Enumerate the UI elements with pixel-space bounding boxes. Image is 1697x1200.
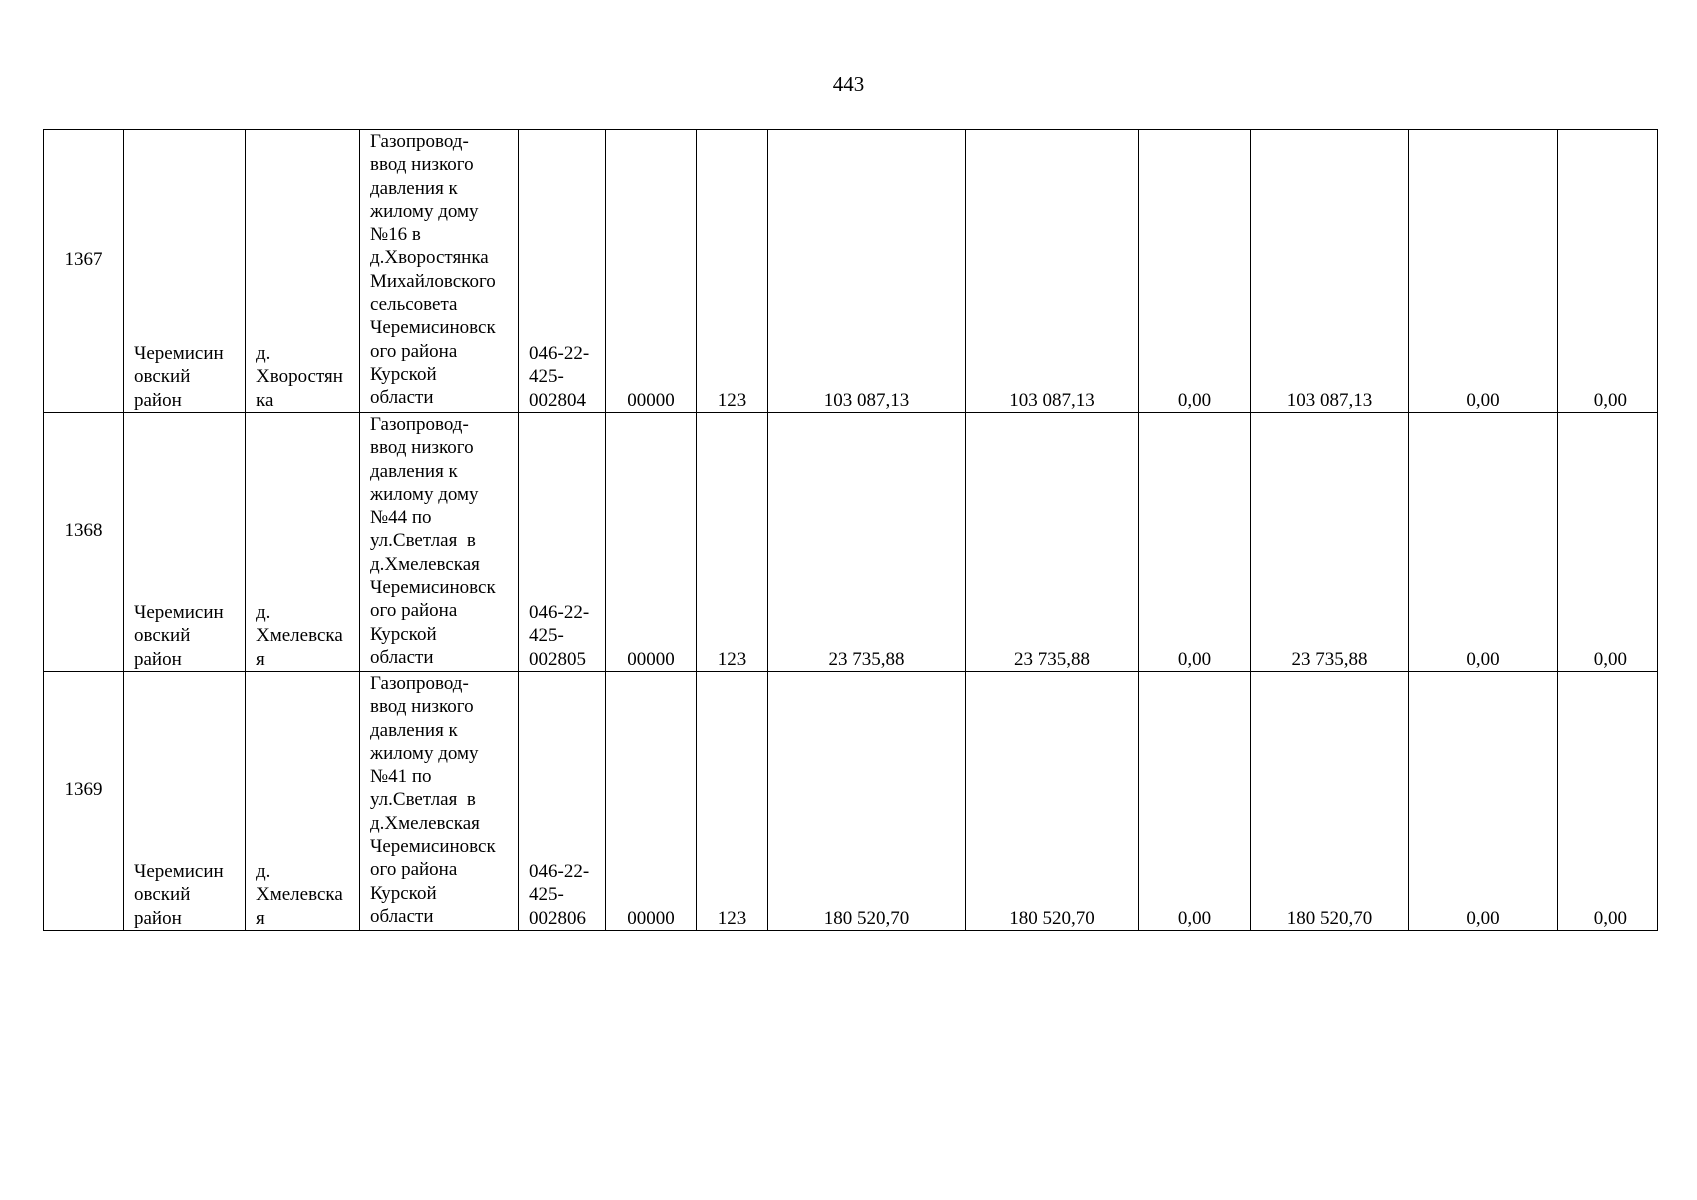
amount-cell-2: 23 735,88 [966,413,1139,672]
page-number: 443 [832,72,865,96]
classifier-cell: 123 [697,672,768,931]
locality-cell: д. Хворостян ка [246,130,360,413]
object-description-cell: Газопровод- ввод низкого давления к жилому дому №41 по ул.Светлая в д.Хмелевская Черемисиновск ого района Курской области [360,672,519,931]
row-number: 1367 [64,249,103,271]
row-number: 1369 [64,779,103,801]
amount-cell-6: 0,00 [1558,413,1658,672]
amount-cell-6: 0,00 [1558,130,1658,413]
amount-cell-1: 23 735,88 [768,413,966,672]
amount-cell-4: 23 735,88 [1251,413,1409,672]
amount-cell-4: 103 087,13 [1251,130,1409,413]
locality-cell: д. Хмелевска я [246,672,360,931]
district-cell: Черемисин овский район [124,130,246,413]
amount-cell-5: 0,00 [1409,672,1558,931]
property-register-table [43,129,1658,931]
amount-cell-3: 0,00 [1139,672,1251,931]
district-cell: Черемисин овский район [124,672,246,931]
table-row [44,672,1658,931]
row-number: 1368 [64,520,103,542]
registration-number-cell: 046-22- 425- 002804 [519,130,606,413]
locality-cell: д. Хмелевска я [246,413,360,672]
amount-cell-5: 0,00 [1409,130,1558,413]
amount-cell-1: 180 520,70 [768,672,966,931]
code-cell: 00000 [606,672,697,931]
table-row [44,130,1658,413]
registration-number-cell: 046-22- 425- 002805 [519,413,606,672]
code-cell: 00000 [606,130,697,413]
classifier-cell: 123 [697,413,768,672]
row-number-cell [44,413,124,672]
amount-cell-5: 0,00 [1409,413,1558,672]
row-number-cell [44,130,124,413]
object-description-cell: Газопровод- ввод низкого давления к жилому дому №44 по ул.Светлая в д.Хмелевская Черемисиновск ого района Курской области [360,413,519,672]
amount-cell-2: 180 520,70 [966,672,1139,931]
amount-cell-4: 180 520,70 [1251,672,1409,931]
amount-cell-3: 0,00 [1139,413,1251,672]
amount-cell-3: 0,00 [1139,130,1251,413]
district-cell: Черемисин овский район [124,413,246,672]
table-row [44,413,1658,672]
amount-cell-1: 103 087,13 [768,130,966,413]
amount-cell-6: 0,00 [1558,672,1658,931]
registration-number-cell: 046-22- 425- 002806 [519,672,606,931]
row-number-cell [44,672,124,931]
code-cell: 00000 [606,413,697,672]
object-description-cell: Газопровод- ввод низкого давления к жилому дому №16 в д.Хворостянка Михайловского сельсовета Черемисиновск ого района Курской области [360,130,519,413]
classifier-cell: 123 [697,130,768,413]
amount-cell-2: 103 087,13 [966,130,1139,413]
